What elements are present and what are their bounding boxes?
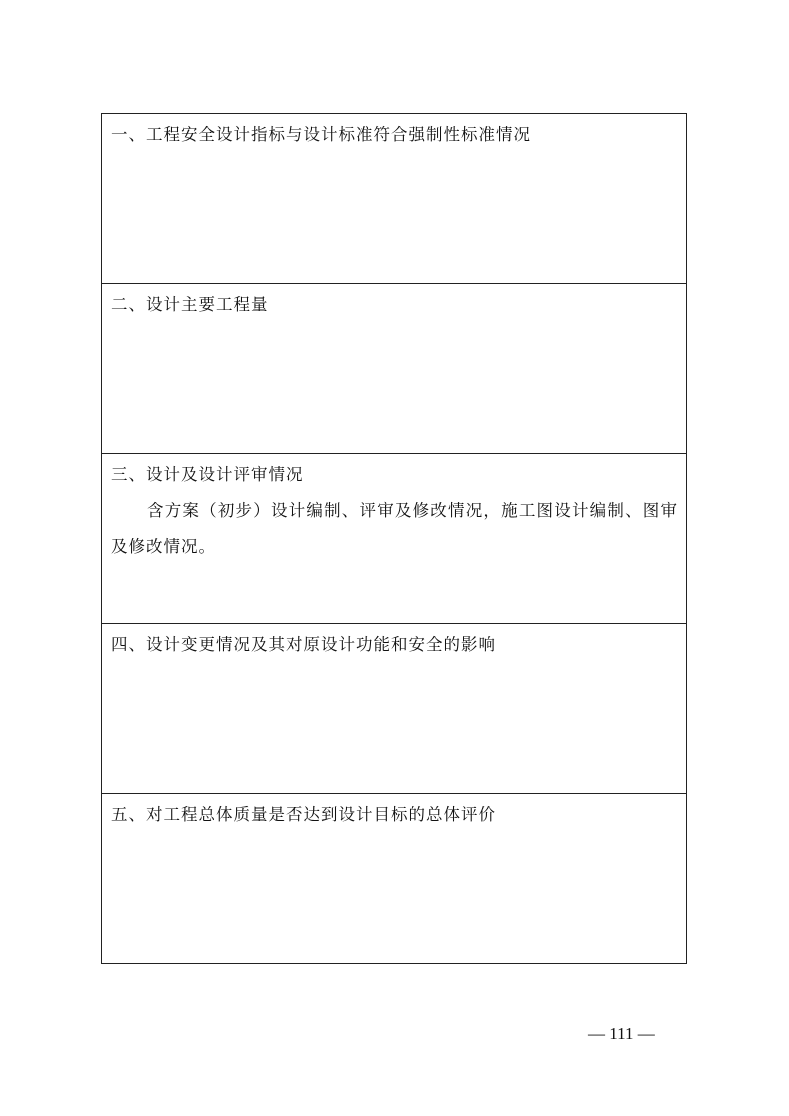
section-design-changes [102,624,686,794]
section-design-review [102,454,686,624]
evaluation-form-table [101,113,687,964]
section-heading: 三、设计及设计评审情况 [111,465,304,484]
section-heading: 二、设计主要工程量 [111,295,269,314]
page-number: — 111 — [588,1024,655,1043]
section-description: 含方案（初步）设计编制、评审及修改情况，施工图设计编制、图审及修改情况。 [111,501,678,556]
section-heading: 一、工程安全设计指标与设计标准符合强制性标准情况 [111,125,531,144]
section-main-quantities [102,284,686,454]
section-safety-design-indicators [102,114,686,284]
section-overall-evaluation [102,794,686,963]
section-heading: 五、对工程总体质量是否达到设计目标的总体评价 [111,805,496,824]
section-heading: 四、设计变更情况及其对原设计功能和安全的影响 [111,635,496,654]
